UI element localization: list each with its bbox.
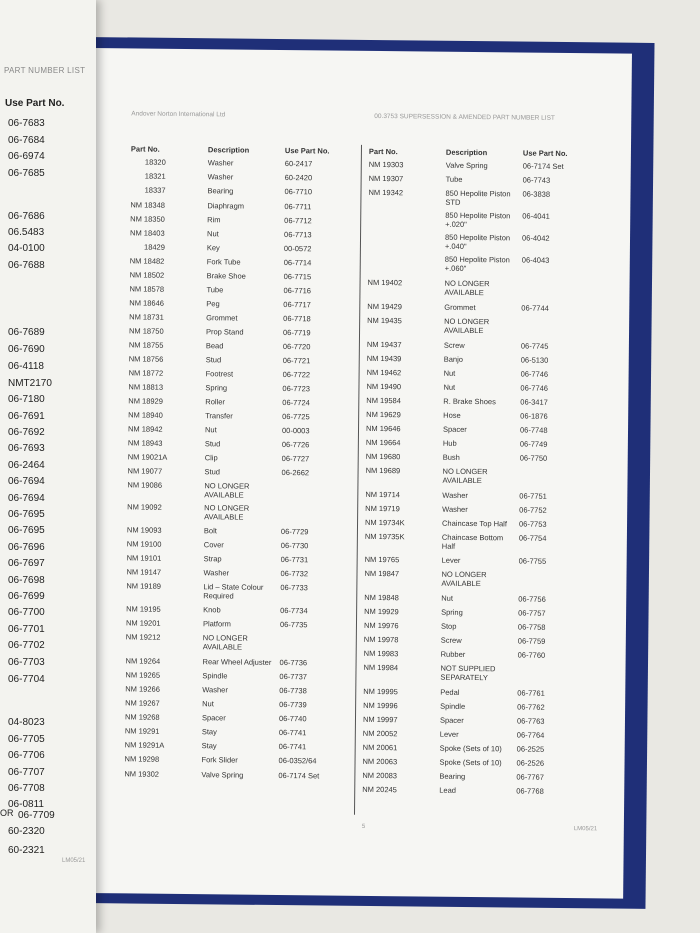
description: Lid – State Colour Required <box>203 582 264 601</box>
part-number: NM 18772 <box>128 368 164 378</box>
description: Lever <box>441 555 461 565</box>
description: Tube <box>445 174 463 184</box>
part-number: NM 19092 <box>127 502 162 512</box>
column-divider <box>354 145 362 815</box>
part-number: NM 19077 <box>127 466 163 476</box>
use-part-number: 06-7756 <box>518 594 546 604</box>
left-page-entry: 06-7707 <box>8 767 45 778</box>
description: NO LONGER AVAILABLE <box>444 316 490 335</box>
description: Spacer <box>442 424 467 434</box>
use-part-number: 06-7751 <box>519 491 547 501</box>
use-part-number: 06-7716 <box>283 286 312 296</box>
part-number: NM 19435 <box>367 315 402 326</box>
use-part-number: 06-7745 <box>520 341 549 351</box>
part-number: NM 18756 <box>128 354 164 364</box>
description: Nut <box>443 368 456 378</box>
part-number: NM 19268 <box>124 712 160 722</box>
part-number: NM 19734K <box>365 517 405 528</box>
use-part-number: 06-7174 Set <box>278 770 320 781</box>
use-part-number: 06-7727 <box>281 454 310 464</box>
use-part-number: 06-4042 <box>521 233 550 243</box>
part-number: NM 19848 <box>364 592 399 603</box>
description: Rear Wheel Adjuster <box>202 657 272 667</box>
use-part-number: 06-7734 <box>280 606 308 616</box>
use-part-number: 06-4041 <box>522 211 550 221</box>
part-number: NM 19996 <box>363 700 398 711</box>
use-part-number: 06-3417 <box>520 397 548 407</box>
description: Bush <box>442 452 460 462</box>
left-page-entry: 06-7695 <box>8 509 45 520</box>
left-page <box>0 0 96 933</box>
part-number: NM 19342 <box>368 187 404 198</box>
use-part-number: 06-7744 <box>521 303 549 313</box>
use-part-number: 06-7713 <box>284 230 312 240</box>
part-number: NM 19984 <box>363 662 399 673</box>
description: Bolt <box>203 526 217 536</box>
part-number: NM 18940 <box>128 410 163 420</box>
left-page-entry: 06-7700 <box>8 607 45 618</box>
part-number: NM 18755 <box>128 340 164 350</box>
part-number: NM 19714 <box>365 489 400 500</box>
description: Stay <box>201 727 217 737</box>
left-page-entry: 06-7688 <box>8 260 45 271</box>
part-number: NM 19267 <box>125 698 160 708</box>
part-number: NM 19303 <box>368 159 404 170</box>
part-number: NM 20083 <box>362 770 398 781</box>
use-part-number: 06-7726 <box>281 440 310 450</box>
use-part-number: 06-7730 <box>280 541 309 551</box>
description: Bead <box>205 341 224 351</box>
part-number: NM 19680 <box>365 451 401 462</box>
left-page-entry: 06-7684 <box>8 135 45 146</box>
use-part-number: 06-7723 <box>282 384 311 394</box>
use-part-number: 06-7759 <box>517 636 546 646</box>
description: Spoke (Sets of 10) <box>439 757 502 768</box>
description: NO LONGER AVAILABLE <box>444 278 490 297</box>
use-part-number: 06-7748 <box>519 425 548 435</box>
left-page-entry: 04-0100 <box>8 243 45 254</box>
description: Knob <box>203 605 221 615</box>
part-number: NM 19302 <box>124 769 160 779</box>
left-page-entry: 06-7709 <box>18 810 55 821</box>
use-part-number: 06-7741 <box>278 727 307 738</box>
use-part-number: 06-7711 <box>284 202 312 212</box>
left-page-entry: 06-7698 <box>8 575 45 586</box>
description: Washer <box>207 172 234 182</box>
use-part-number: 06-3838 <box>522 189 551 199</box>
part-number: NM 19462 <box>366 367 402 378</box>
part-number: NM 18943 <box>127 438 163 448</box>
description: 850 Hepolite Piston +.060" <box>444 254 510 273</box>
use-part-number: 06-2525 <box>516 744 545 754</box>
part-number: NM 20052 <box>362 728 398 739</box>
use-part-number: 00-0003 <box>281 426 310 436</box>
left-page-entry: 60-2320 <box>8 826 45 837</box>
description: Spacer <box>201 713 226 723</box>
use-part-number: 06-7710 <box>284 187 313 197</box>
description: Washer <box>203 568 230 578</box>
description: Screw <box>443 340 465 350</box>
part-number: 18337 <box>144 185 166 195</box>
left-page-entry: 04-8023 <box>8 717 45 728</box>
left-page-entry: 06-7703 <box>8 657 45 668</box>
company-header: Andover Norton International Ltd <box>131 110 226 119</box>
description: 850 Hepolite Piston STD <box>445 188 511 207</box>
use-part-number: 06-2526 <box>516 758 545 768</box>
description: Spindle <box>202 671 228 681</box>
use-part-number: 06-7761 <box>517 688 545 698</box>
part-number: NM 18350 <box>130 214 165 224</box>
description: Rim <box>207 215 221 225</box>
part-number: 18321 <box>144 171 166 181</box>
part-number: NM 19983 <box>363 648 399 659</box>
col-use-part-no-right: Use Part No. <box>522 148 568 158</box>
description: Lead <box>439 785 456 795</box>
use-part-number: 06-7718 <box>283 314 311 324</box>
description: Nut <box>204 425 217 435</box>
use-part-number: 06-7767 <box>516 772 544 782</box>
part-number: NM 19719 <box>365 503 400 514</box>
description: Prop Stand <box>205 327 244 337</box>
left-page-entry: 06-7691 <box>8 411 45 422</box>
use-part-number: 06-7764 <box>516 730 545 740</box>
description: Rubber <box>440 649 466 659</box>
use-part-number: 06-7757 <box>518 608 546 618</box>
description: NOT SUPPLIED SEPARATELY <box>440 663 496 682</box>
description: Stop <box>440 621 457 631</box>
part-number: NM 19298 <box>124 754 160 764</box>
description: Key <box>206 243 220 253</box>
description: 850 Hepolite Piston +.040" <box>444 232 511 251</box>
description: Valve Spring <box>201 770 244 780</box>
use-part-number: 06-7735 <box>279 620 308 630</box>
use-part-number: 06-7752 <box>519 505 547 515</box>
part-number: NM 18348 <box>130 200 166 210</box>
part-number: NM 19847 <box>364 568 400 579</box>
part-number: NM 18813 <box>128 382 164 392</box>
use-part-number: 06-7174 Set <box>522 161 564 171</box>
col-description-left: Description <box>207 145 250 155</box>
left-page-entry: 06-7693 <box>8 443 45 454</box>
description: Bearing <box>439 771 466 781</box>
description: Spoke (Sets of 10) <box>439 743 502 754</box>
use-part-number: 06-0352/64 <box>278 755 317 766</box>
use-part-number: 06-7717 <box>283 300 311 310</box>
use-part-number: 06-7712 <box>284 216 312 226</box>
part-number: NM 18646 <box>129 298 164 308</box>
use-part-number: 60-2417 <box>284 159 313 169</box>
description: Grommet <box>444 302 476 313</box>
document-page <box>83 48 632 899</box>
description: NO LONGER AVAILABLE <box>441 569 487 588</box>
part-number: NM 19212 <box>125 632 161 642</box>
use-part-number: 06-7763 <box>516 716 545 726</box>
col-description-right: Description <box>445 147 488 158</box>
part-number: NM 19664 <box>365 437 401 448</box>
part-number: NM 19021A <box>127 452 168 462</box>
part-number: NM 19976 <box>363 620 399 631</box>
part-number: NM 19291 <box>124 726 160 736</box>
left-page-entry: 06-7694 <box>8 493 45 504</box>
description: Hose <box>443 410 461 420</box>
description: Washer <box>442 490 468 500</box>
part-number: NM 20245 <box>362 784 397 795</box>
use-part-number: 06-7750 <box>519 453 548 463</box>
description: Footrest <box>205 369 234 379</box>
use-part-number: 06-7721 <box>282 356 311 366</box>
description: Nut <box>443 382 456 392</box>
description: Stud <box>205 355 222 365</box>
use-part-number: 06-7746 <box>520 383 549 393</box>
part-number: NM 19266 <box>125 684 160 694</box>
part-number: NM 19735K <box>364 531 405 542</box>
description: Spindle <box>440 701 466 711</box>
part-number: NM 18403 <box>130 228 165 238</box>
use-part-number: 06-7736 <box>279 657 308 668</box>
use-part-number: 06-7768 <box>516 786 544 796</box>
left-page-entry: 06-6974 <box>8 151 45 162</box>
part-number: NM 18502 <box>129 270 165 280</box>
left-page-entry: 06-7694 <box>8 476 45 487</box>
left-page-entry: 06-0811 <box>8 799 44 810</box>
description: Roller <box>205 397 225 407</box>
part-number: NM 19402 <box>367 277 403 288</box>
description: Chaincase Bottom Half <box>441 532 504 551</box>
left-page-entry: 06-2464 <box>8 460 45 471</box>
description: Chaincase Top Half <box>441 518 507 529</box>
part-number: NM 18929 <box>128 396 163 406</box>
description: Nut <box>202 699 214 709</box>
description: Strap <box>203 554 222 564</box>
use-part-number: 06-7714 <box>283 258 312 268</box>
part-number: NM 20063 <box>362 756 398 767</box>
left-page-entry: 06-7689 <box>8 327 45 338</box>
description: Washer <box>442 504 468 514</box>
part-number: NM 19264 <box>125 656 161 666</box>
part-number: NM 19265 <box>125 670 161 680</box>
part-number: NM 19929 <box>364 606 399 617</box>
part-number: NM 19978 <box>363 634 399 645</box>
part-number: NM 19291A <box>124 740 165 750</box>
part-number: NM 19995 <box>363 686 398 697</box>
description: NO LONGER AVAILABLE <box>442 466 488 485</box>
description: Banjo <box>443 354 463 364</box>
or-label: OR <box>0 808 14 818</box>
use-part-number: 06-7753 <box>518 519 547 529</box>
description: Valve Spring <box>445 160 488 171</box>
use-part-number: 06-7724 <box>282 398 310 408</box>
description: Bearing <box>207 186 234 196</box>
use-part-number: 06-7722 <box>282 370 311 380</box>
description: Cover <box>203 540 224 550</box>
description: Nut <box>207 229 219 239</box>
description: NO LONGER AVAILABLE <box>204 481 250 500</box>
left-page-entry: 06-7686 <box>8 211 45 222</box>
part-number: NM 19429 <box>367 301 402 312</box>
part-number: NM 19646 <box>365 423 401 434</box>
use-part-number: 06-7743 <box>522 175 551 185</box>
use-part-number: 06-7719 <box>282 328 311 338</box>
left-page-entry: 06-7708 <box>8 783 45 794</box>
use-part-number: 06-7729 <box>280 527 309 537</box>
use-part-number: 06-7715 <box>283 272 312 282</box>
left-page-header: Use Part No. <box>5 98 65 109</box>
description: Stay <box>201 741 217 751</box>
use-part-number: 06-7733 <box>280 583 308 593</box>
use-part-number: 06-7731 <box>280 555 309 565</box>
left-page-entry: 06-7704 <box>8 674 45 685</box>
description: Grommet <box>206 313 238 323</box>
use-part-number: 06-4043 <box>521 255 550 265</box>
use-part-number: 06-7739 <box>279 699 307 710</box>
description: Diaphragm <box>207 201 245 211</box>
description: 850 Hepolite Piston +.020" <box>445 210 511 229</box>
left-page-entry: 06-7697 <box>8 558 45 569</box>
part-number: 18429 <box>144 242 165 252</box>
part-number: NM 18578 <box>129 284 165 294</box>
left-page-entry: 06-7692 <box>8 427 45 438</box>
description: Washer <box>207 158 234 168</box>
left-page-entry: 06-7685 <box>8 168 45 179</box>
description: Spacer <box>439 715 464 725</box>
part-number: NM 20061 <box>362 742 398 753</box>
left-page-footer: LM05/21 <box>62 858 86 864</box>
use-part-number: 06-7740 <box>278 713 307 724</box>
part-number: NM 19629 <box>366 409 401 420</box>
part-number: NM 19086 <box>127 480 163 490</box>
part-number: NM 19201 <box>125 618 161 628</box>
use-part-number: 06-1876 <box>520 411 548 421</box>
left-page-title: PART NUMBER LIST <box>4 66 86 75</box>
part-number: NM 19147 <box>126 567 162 577</box>
use-part-number: 06-7725 <box>282 412 310 422</box>
left-page-entry: 06-7695 <box>8 525 45 536</box>
part-number: NM 19765 <box>364 554 400 565</box>
description: Fork Tube <box>206 257 241 267</box>
page-number: 5 <box>361 823 366 830</box>
use-part-number: 06-7746 <box>520 369 549 379</box>
left-page-entry: 06-7705 <box>8 734 45 745</box>
part-number: NM 18482 <box>129 256 165 266</box>
part-number: NM 18942 <box>127 424 163 434</box>
use-part-number: 06-7732 <box>280 569 309 579</box>
description: Transfer <box>205 411 233 421</box>
list-title-header: 00.3753 SUPERSESSION & AMENDED PART NUMBER LIST <box>374 112 555 122</box>
part-number: NM 18750 <box>128 326 164 336</box>
left-page-entry: 06-7706 <box>8 750 45 761</box>
description: Nut <box>441 593 453 603</box>
description: R. Brake Shoes <box>443 396 496 407</box>
use-part-number: 06-7720 <box>282 342 311 352</box>
part-number: NM 19307 <box>368 173 404 184</box>
part-number: NM 19189 <box>126 581 162 591</box>
use-part-number: 06-7755 <box>518 556 547 566</box>
description: Spring <box>205 383 228 393</box>
col-part-no-left: Part No. <box>130 144 160 154</box>
part-number: NM 18731 <box>129 312 164 322</box>
use-part-number: 06-7762 <box>517 702 545 712</box>
use-part-number: 60-2420 <box>284 173 313 183</box>
use-part-number: 06-7760 <box>517 650 546 660</box>
use-part-number: 06-7741 <box>278 741 307 752</box>
description: Fork Slider <box>201 755 238 765</box>
description: Hub <box>442 438 457 448</box>
description: Spring <box>441 607 463 617</box>
use-part-number: 06-2662 <box>281 468 310 478</box>
part-number: NM 19997 <box>362 714 398 725</box>
use-part-number: 06-7758 <box>517 622 546 632</box>
left-page-entry: 06-7699 <box>8 591 45 602</box>
use-part-number: 06-7738 <box>279 685 307 696</box>
description: NO LONGER AVAILABLE <box>202 633 248 652</box>
part-number: NM 19584 <box>366 395 401 406</box>
description: Lever <box>439 729 459 739</box>
part-number: NM 19101 <box>126 553 162 563</box>
left-page-entry: 06-7690 <box>8 344 45 355</box>
use-part-number: 00-0572 <box>283 244 312 254</box>
description: Peg <box>206 299 220 309</box>
description: NO LONGER AVAILABLE <box>204 503 250 522</box>
left-page-entry: NMT2170 <box>8 378 52 389</box>
part-number: 18320 <box>144 157 166 167</box>
description: Brake Shoe <box>206 271 246 281</box>
description: Screw <box>440 635 462 645</box>
col-part-no-right: Part No. <box>368 146 398 157</box>
part-number: NM 19689 <box>365 465 401 476</box>
description: Tube <box>206 285 224 295</box>
use-part-number: 06-7754 <box>518 533 547 543</box>
part-number: NM 19195 <box>126 604 161 614</box>
description: Pedal <box>440 687 460 697</box>
description: Stud <box>204 439 221 449</box>
left-page-entry: 06.5483 <box>8 227 45 238</box>
description: Platform <box>202 619 231 629</box>
description: Clip <box>204 453 218 463</box>
part-number: NM 19490 <box>366 381 402 392</box>
left-page-entry: 06-4118 <box>8 361 44 372</box>
use-part-number: 06-7749 <box>519 439 548 449</box>
description: Stud <box>204 467 221 477</box>
col-use-part-no-left: Use Part No. <box>284 146 330 156</box>
left-page-entry: 06-7702 <box>8 640 45 651</box>
part-number: NM 19100 <box>126 539 162 549</box>
part-number: NM 19437 <box>366 339 402 350</box>
left-page-entry: 06-7701 <box>8 624 45 635</box>
footer-code: LM05/21 <box>573 826 598 833</box>
description: Washer <box>202 685 228 695</box>
use-part-number: 06-7737 <box>279 671 308 682</box>
left-page-entry: 06-7180 <box>8 394 45 405</box>
left-page-entry: 06-7696 <box>8 542 45 553</box>
part-number: NM 19093 <box>126 525 162 535</box>
part-number: NM 19439 <box>366 353 402 364</box>
left-page-entry: 06-7683 <box>8 118 45 129</box>
use-part-number: 06-5130 <box>520 355 549 365</box>
left-page-entry: 60-2321 <box>8 845 45 856</box>
